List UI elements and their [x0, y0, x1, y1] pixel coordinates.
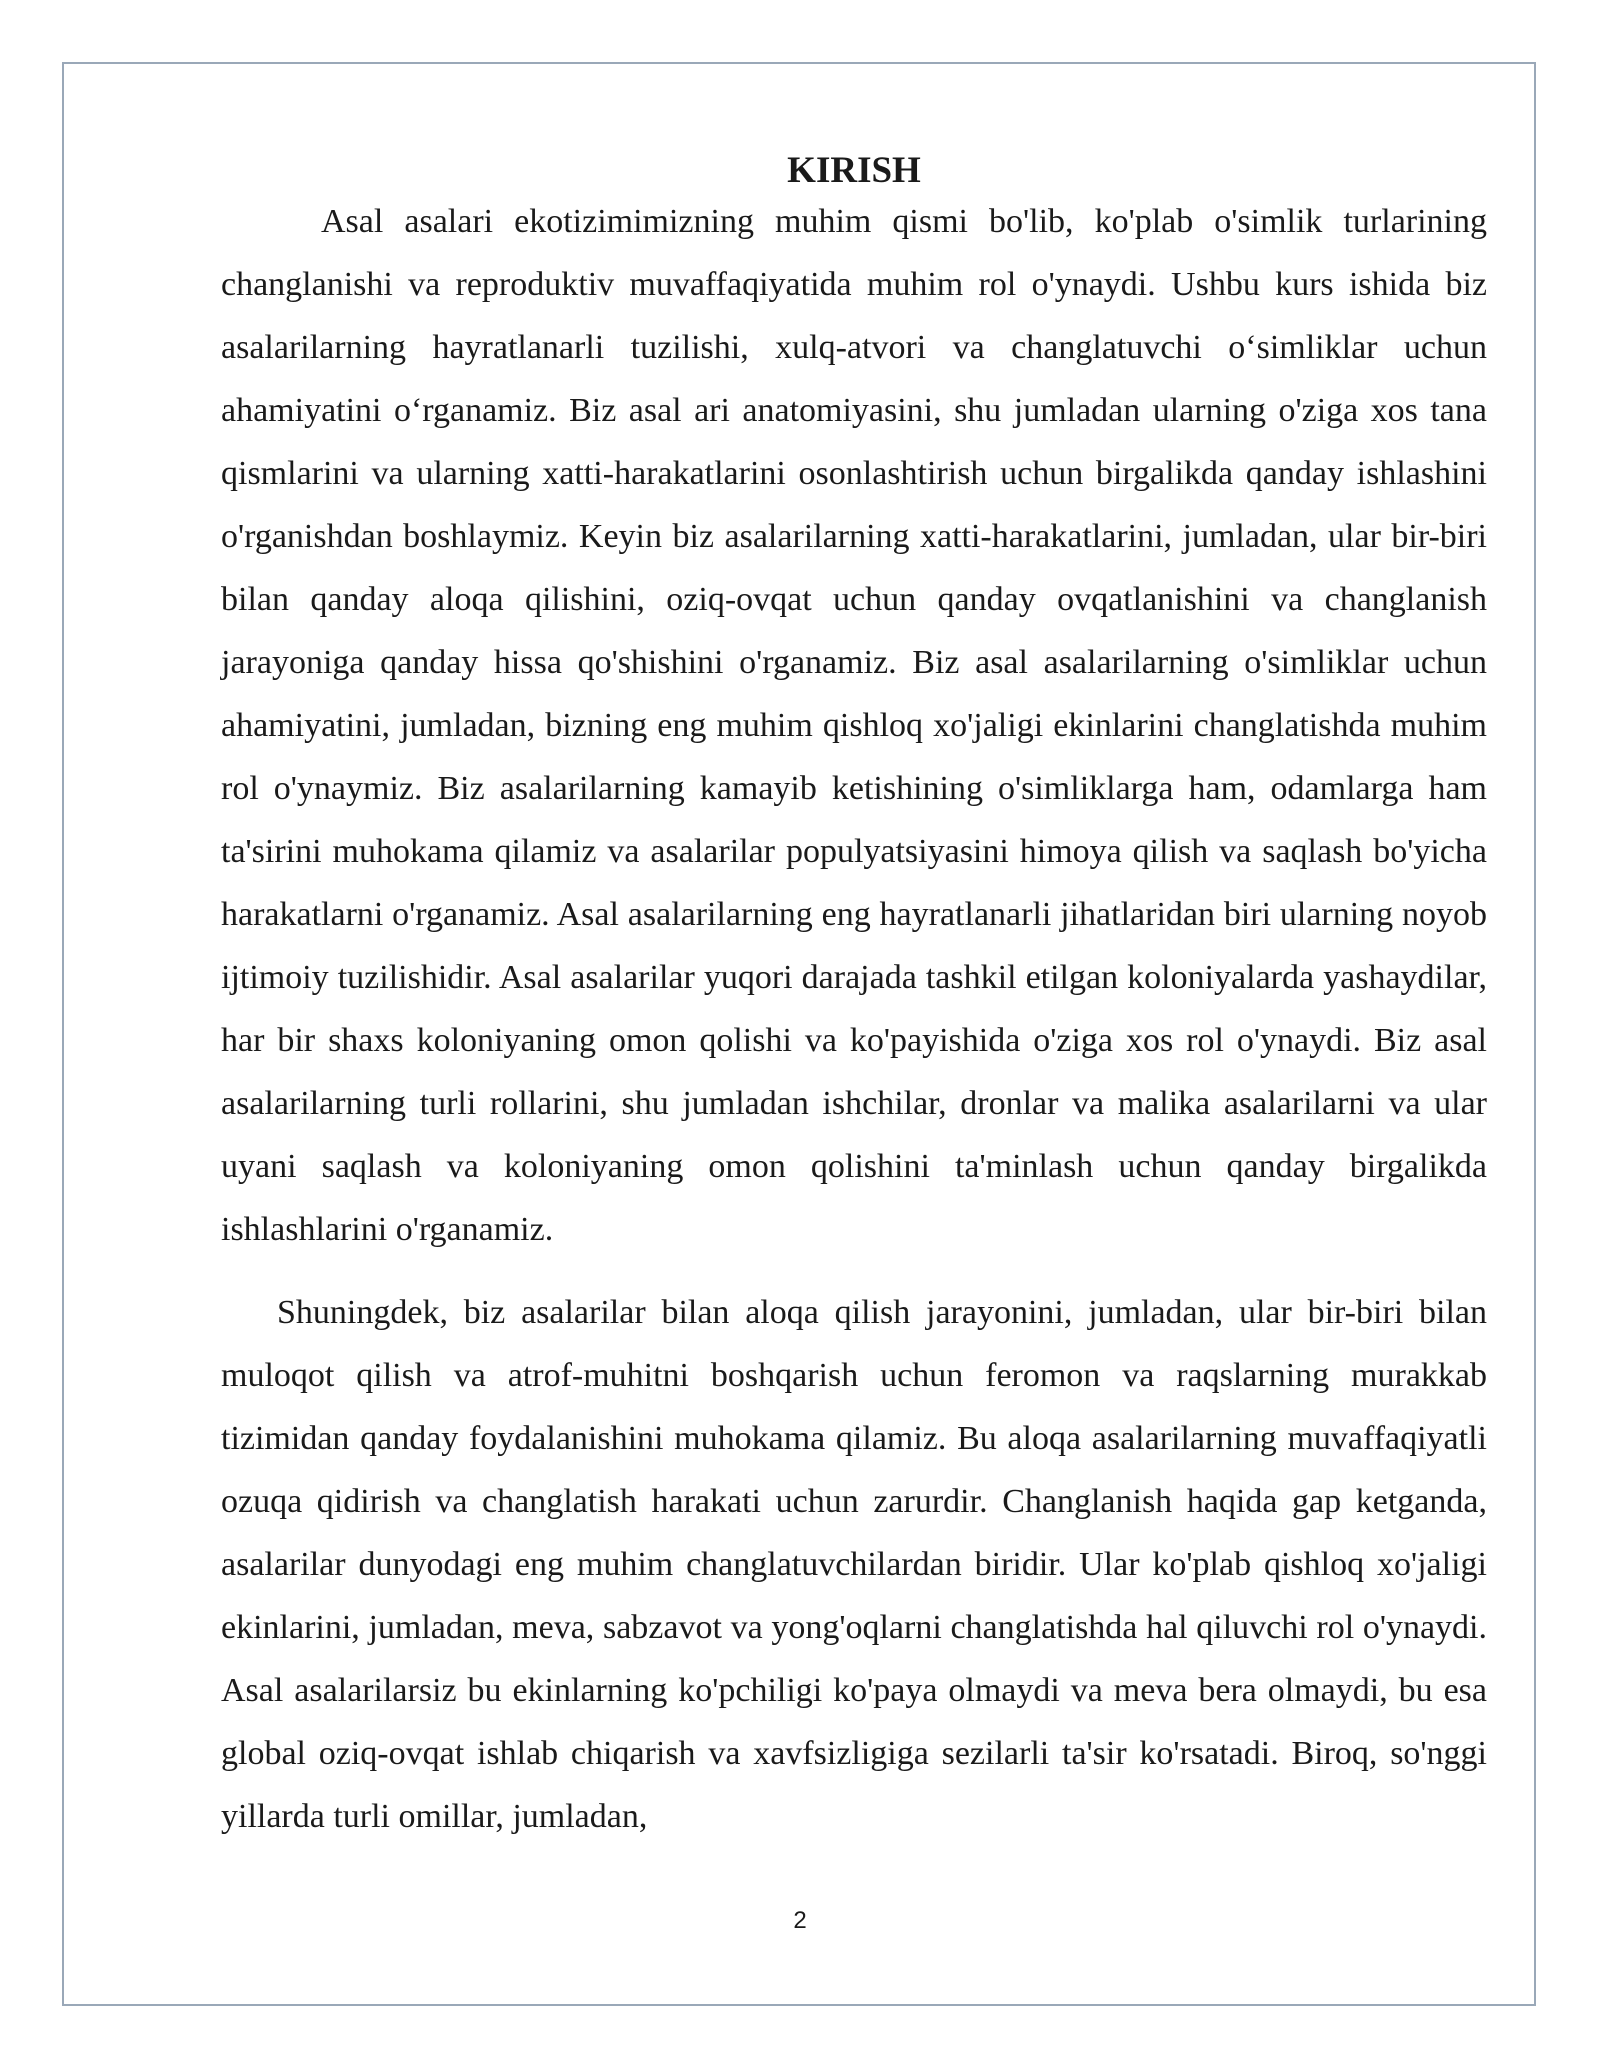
page-title: KIRISH — [787, 150, 921, 191]
document-body — [221, 148, 1487, 1848]
paragraph-1: Asal asalari ekotizimimizning muhim qismi bo'lib, ko'plab o'simlik turlarining changlanishi va reproduktiv muvaffaqiyatida muhim rol o'ynaydi. Ushbu kurs ishida biz asalarilarning hayratlanarli tuzilishi, xulq-atvori va changlatuvchi o‘simliklar uchun ahamiyatini o‘rganamiz. Biz asal ari anatomiyasini, shu jumladan ularning o'ziga xos tana qismlarini va ularning xatti-harakatlarini osonlashtirish uchun birgalikda qanday ishlashini o'rganishdan boshlaymiz. Keyin biz asalarilarning xatti-harakatlarini, jumladan, ular bir-biri bilan qanday aloqa qilishini, oziq-ovqat uchun qanday ovqatlanishini va changlanish jarayoniga qanday hissa qo'shishini o'rganamiz. Biz asal asalarilarning o'simliklar uchun ahamiyatini, jumladan, bizning eng muhim qishloq xo'jaligi ekinlarini changlatishda muhim rol o'ynaymiz. Biz asalarilarning kamayib ketishining o'simliklarga ham, odamlarga ham ta'sirini muhokama qilamiz va asalarilar populyatsiyasini himoya qilish va saqlash bo'yicha harakatlarni o'rganamiz. Asal asalarilarning eng hayratlanarli jihatlaridan biri ularning noyob ijtimoiy tuzilishidir. Asal asalarilar yuqori darajada tashkil etilgan koloniyalarda yashaydilar, har bir shaxs koloniyaning omon qolishi va ko'payishida o'ziga xos rol o'ynaydi. Biz asal asalarilarning turli rollarini, shu jumladan ishchilar, dronlar va malika asalarilarni va ular uyani saqlash va koloniyaning omon qolishini ta'minlash uchun qanday birgalikda ishlashlarini o'rganamiz. — [221, 203, 1487, 1248]
page-number: 2 — [793, 1907, 807, 1934]
paragraph-2: Shuningdek, biz asalarilar bilan aloqa qilish jarayonini, jumladan, ular bir-biri bilan muloqot qilish va atrof-muhitni boshqarish uchun feromon va raqslarning murakkab tizimidan qanday foydalanishini muhokama qilamiz. Bu aloqa asalarilarning muvaffaqiyatli ozuqa qidirish va changlatish harakati uchun zarurdir. Changlanish haqida gap ketganda, asalarilar dunyodagi eng muhim changlatuvchilardan biridir. Ular ko'plab qishloq xo'jaligi ekinlarini, jumladan, meva, sabzavot va yong'oqlarni changlatishda hal qiluvchi rol o'ynaydi. Asal asalarilarsiz bu ekinlarning ko'pchiligi ko'paya olmaydi va meva bera olmaydi, bu esa global oziq-ovqat ishlab chiqarish va xavfsizligiga sezilarli ta'sir ko'rsatadi. Biroq, so'nggi yillarda turli omillar, jumladan, — [221, 1294, 1487, 1835]
